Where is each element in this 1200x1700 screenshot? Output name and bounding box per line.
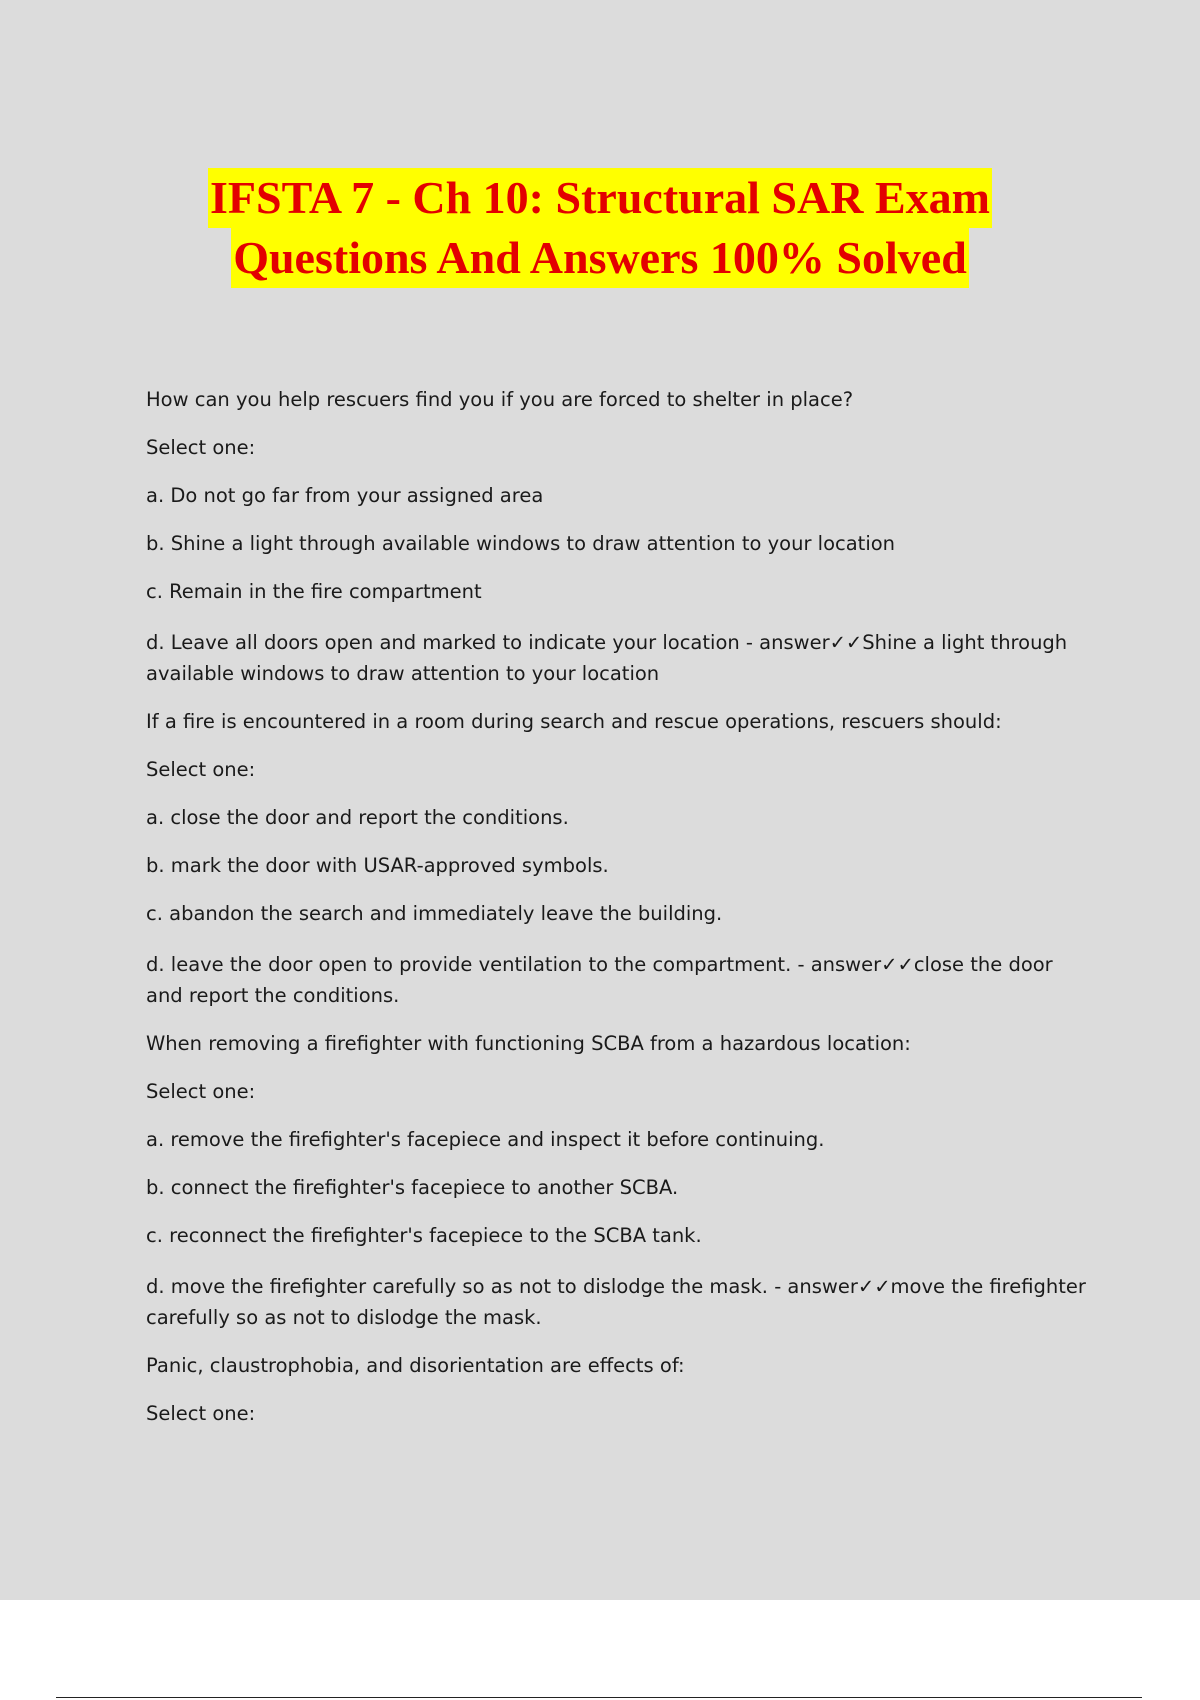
option-d-with-answer: d. move the firefighter carefully so as not to dislodge the mask. - answer✓✓move the firefighter carefully so as not to dislodge the mask. xyxy=(146,1275,1086,1329)
question-text: How can you help rescuers find you if you are forced to shelter in place? xyxy=(146,388,854,411)
select-one-prompt: Select one: xyxy=(146,758,256,781)
title-line-1: IFSTA 7 - Ch 10: Structural SAR Exam xyxy=(208,168,992,228)
option-b: b. mark the door with USAR-approved symbols. xyxy=(146,854,609,877)
question-list xyxy=(146,384,1086,1429)
option-d-with-answer: d. leave the door open to provide ventilation to the compartment. - answer✓✓close the door and report the conditions. xyxy=(146,953,1053,1007)
option-a: a. remove the firefighter's facepiece and inspect it before continuing. xyxy=(146,1128,825,1151)
option-b: b. Shine a light through available windows to draw attention to your location xyxy=(146,532,896,555)
document-title xyxy=(0,168,1200,288)
option-a: a. Do not go far from your assigned area xyxy=(146,484,544,507)
question-text: When removing a firefighter with functioning SCBA from a hazardous location: xyxy=(146,1032,911,1055)
option-c: c. abandon the search and immediately leave the building. xyxy=(146,902,723,925)
option-c: c. reconnect the firefighter's facepiece to the SCBA tank. xyxy=(146,1224,702,1247)
select-one-prompt: Select one: xyxy=(146,436,256,459)
bottom-divider xyxy=(56,1697,1142,1698)
option-b: b. connect the firefighter's facepiece to another SCBA. xyxy=(146,1176,679,1199)
question-text: Panic, claustrophobia, and disorientation are effects of: xyxy=(146,1354,685,1377)
select-one-prompt: Select one: xyxy=(146,1402,256,1425)
question-text: If a fire is encountered in a room during search and rescue operations, rescuers should: xyxy=(146,710,1002,733)
title-line-2: Questions And Answers 100% Solved xyxy=(231,228,969,288)
select-one-prompt: Select one: xyxy=(146,1080,256,1103)
option-c: c. Remain in the fire compartment xyxy=(146,580,482,603)
option-a: a. close the door and report the conditions. xyxy=(146,806,569,829)
option-d-with-answer: d. Leave all doors open and marked to indicate your location - answer✓✓Shine a light through available windows to draw attention to your location xyxy=(146,631,1068,685)
